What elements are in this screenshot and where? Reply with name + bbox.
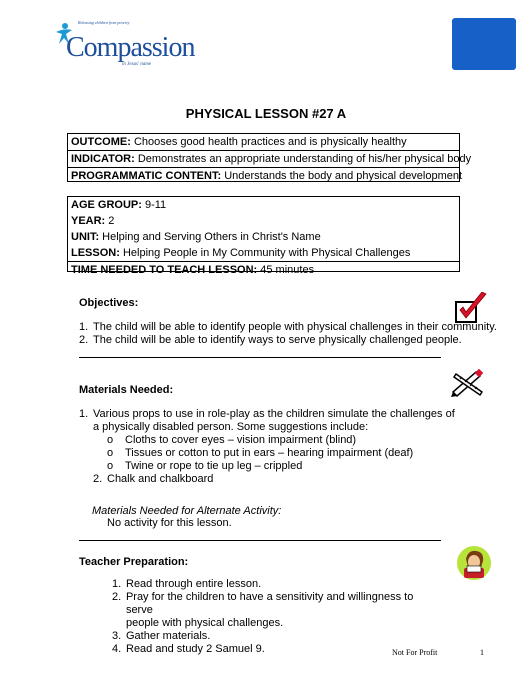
- preparation-item: 2. Pray for the children to have a sensitivity and willingness to serve: [112, 591, 442, 617]
- material-sub-text: Tissues or cotton to put in ears – hearing impairment (deaf): [125, 447, 414, 459]
- objective-text: The child will be able to identify people with physical challenges in their community.: [93, 321, 497, 333]
- preparation-list: [112, 578, 442, 656]
- material-item: 1. Various props to use in role-play as the children simulate the challenges of a physically disabled person. Some suggestions include:: [79, 408, 455, 433]
- material-sub-item: o Tissues or cotton to put in ears – hearing impairment (deaf): [107, 447, 414, 459]
- materials-heading: Materials Needed:: [79, 384, 174, 396]
- preparation-text: people with physical challenges.: [126, 617, 284, 629]
- time-needed-row: [68, 261, 459, 278]
- year-value: 2: [108, 215, 115, 227]
- indicator-value: Demonstrates an appropriate understanding of his/her physical body: [137, 153, 472, 165]
- objectives-list: [79, 321, 499, 347]
- material-item-line1: Various props to use in role-play as the children simulate the challenges of: [93, 408, 455, 420]
- preparation-text: Gather materials.: [126, 630, 211, 642]
- age-group-label: AGE GROUP:: [71, 199, 142, 211]
- alternate-materials-value: No activity for this lesson.: [107, 517, 232, 529]
- lesson-value: Helping People in My Community with Physical Challenges: [122, 247, 411, 259]
- programmatic-content-label: PROGRAMMATIC CONTENT:: [71, 170, 222, 182]
- preparation-item: 1. Read through entire lesson.: [112, 578, 262, 590]
- year-row: [68, 213, 459, 229]
- material-text: Chalk and chalkboard: [107, 473, 214, 485]
- outcome-value: Chooses good health practices and is physically healthy: [133, 136, 407, 148]
- blue-accent-tab: [452, 18, 516, 70]
- lesson-row: [68, 245, 459, 261]
- page-title: PHYSICAL LESSON #27 A: [185, 106, 347, 121]
- indicator-label: INDICATOR:: [71, 153, 135, 165]
- age-group-row: [68, 197, 459, 213]
- material-sub-item: o Twine or rope to tie up leg – crippled: [107, 460, 303, 472]
- materials-list: [79, 408, 499, 486]
- preparation-item-continued: [112, 617, 442, 630]
- time-needed-value: 45 minutes: [260, 264, 315, 276]
- year-label: YEAR:: [71, 215, 106, 227]
- logo-subline: in Jesus' name: [122, 62, 152, 67]
- preparation-item: 3. Gather materials.: [112, 630, 211, 642]
- teacher-preparation-heading: Teacher Preparation:: [79, 556, 189, 568]
- unit-value: Helping and Serving Others in Christ's Name: [102, 231, 321, 243]
- outcome-box: [67, 133, 472, 182]
- material-item: 2. Chalk and chalkboard: [93, 473, 214, 485]
- material-sub-item: o Cloths to cover eyes – vision impairment (blind): [107, 434, 357, 446]
- footer-text: Not For Profit: [392, 648, 438, 657]
- logo-wordmark: Compassion: [66, 32, 195, 63]
- preparation-text: Read and study 2 Samuel 9.: [126, 643, 265, 655]
- unit-label: UNIT:: [71, 231, 100, 243]
- age-group-value: 9-11: [144, 199, 167, 211]
- lesson-label: LESSON:: [71, 247, 120, 259]
- compassion-logo: [48, 20, 195, 70]
- outcome-label: OUTCOME:: [71, 136, 131, 148]
- pencil-ruler-icon: [450, 368, 486, 398]
- material-item-line2: a physically disabled person. Some suggestions include:: [93, 421, 369, 433]
- programmatic-content-row: [68, 168, 463, 184]
- logo-tagline: Releasing children from poverty: [78, 20, 130, 25]
- teacher-reading-icon: [456, 545, 492, 581]
- time-needed-label: TIME NEEDED TO TEACH LESSON:: [71, 264, 258, 276]
- programmatic-content-value: Understands the body and physical development: [224, 170, 463, 182]
- objectives-heading: Objectives:: [79, 297, 139, 309]
- objective-item: 1. The child will be able to identify people with physical challenges in their community.: [79, 321, 497, 333]
- preparation-text: Read through entire lesson.: [126, 578, 262, 590]
- preparation-text: Pray for the children to have a sensitivity and willingness to serve: [125, 591, 414, 616]
- lesson-details-box: [67, 196, 460, 276]
- section-divider: [79, 357, 441, 358]
- page-number: 1: [480, 648, 484, 657]
- unit-row: [68, 229, 459, 245]
- outcome-row: [68, 134, 459, 151]
- preparation-item: 4. Read and study 2 Samuel 9.: [112, 643, 265, 655]
- alternate-materials-heading: Materials Needed for Alternate Activity:: [92, 505, 282, 517]
- indicator-row: [68, 151, 472, 168]
- section-divider: [79, 540, 441, 541]
- material-sub-text: Cloths to cover eyes – vision impairment (blind): [125, 434, 357, 446]
- material-sub-text: Twine or rope to tie up leg – crippled: [125, 460, 303, 472]
- objective-text: The child will be able to identify ways to serve physically challenged people.: [93, 334, 462, 346]
- objective-item: 2. The child will be able to identify ways to serve physically challenged people.: [79, 334, 462, 346]
